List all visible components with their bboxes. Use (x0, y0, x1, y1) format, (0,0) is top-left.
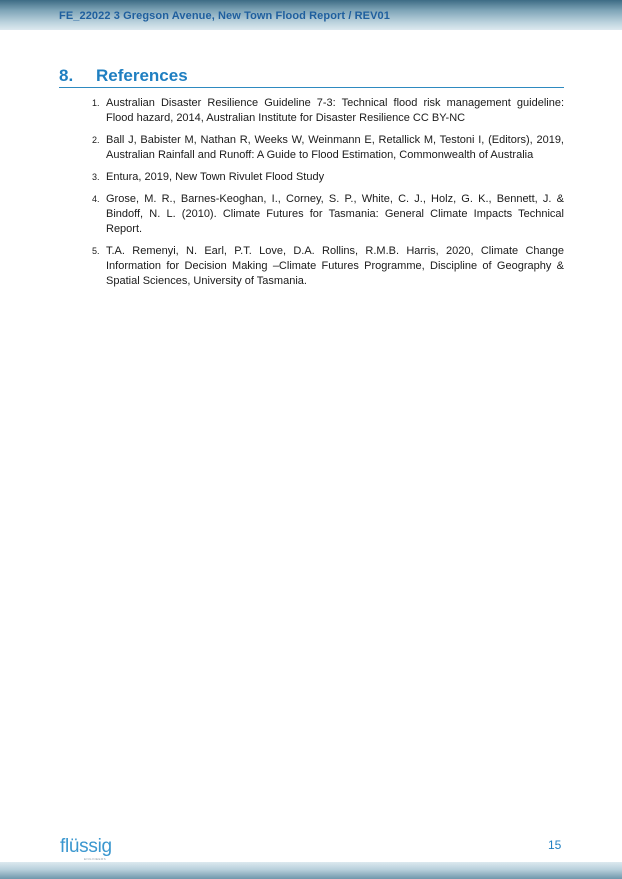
reference-item (92, 133, 564, 163)
reference-number: 4. (92, 193, 100, 204)
section-title: References (96, 66, 188, 85)
reference-text: T.A. Remenyi, N. Earl, P.T. Love, D.A. Rollins, R.M.B. Harris, 2020, Climate Change Information for Decision Making –Climate Futures Programme, Discipline of Geography & Spatial Sciences, University of Tasmania. (106, 244, 564, 288)
reference-list (92, 96, 564, 296)
reference-item (92, 192, 564, 238)
page-number: 15 (548, 838, 562, 852)
footer-band (0, 862, 622, 879)
reference-number: 5. (92, 245, 100, 256)
company-logo (60, 836, 130, 860)
reference-text: Entura, 2019, New Town Rivulet Flood Study (106, 170, 325, 183)
reference-item (92, 96, 564, 126)
reference-number: 3. (92, 171, 100, 182)
reference-number: 1. (92, 98, 100, 108)
reference-text: Grose, M. R., Barnes-Keoghan, I., Corney, S. P., White, C. J., Holz, G. K., Bennett, J. & Bindoff, N. L. (2010). Climate Futures for Tasmania: General Climate Impacts Technical Report. (106, 192, 564, 235)
header-title: FE_22022 3 Gregson Avenue, New Town Flood Report / REV01 (59, 10, 390, 22)
reference-text: Australian Disaster Resilience Guideline 7-3: Technical flood risk management guideline: Flood hazard, 2014, Australian Institute for Disaster Resilience CC BY-NC (106, 97, 564, 125)
logo-subtext: ENGINEERS (84, 857, 107, 861)
header-band (0, 0, 622, 30)
reference-item (92, 170, 564, 185)
reference-text: Ball J, Babister M, Nathan R, Weeks W, Weinmann E, Retallick M, Testoni I, (Editors), 2019, Australian Rainfall and Runoff: A Guide to Flood Estimation, Commonwealth of Australia (106, 133, 564, 162)
reference-number: 2. (92, 134, 100, 145)
logo-wordmark: flüssig (60, 836, 112, 857)
section-number: 8. (59, 66, 74, 85)
section-heading (59, 66, 564, 88)
reference-item (92, 244, 564, 290)
